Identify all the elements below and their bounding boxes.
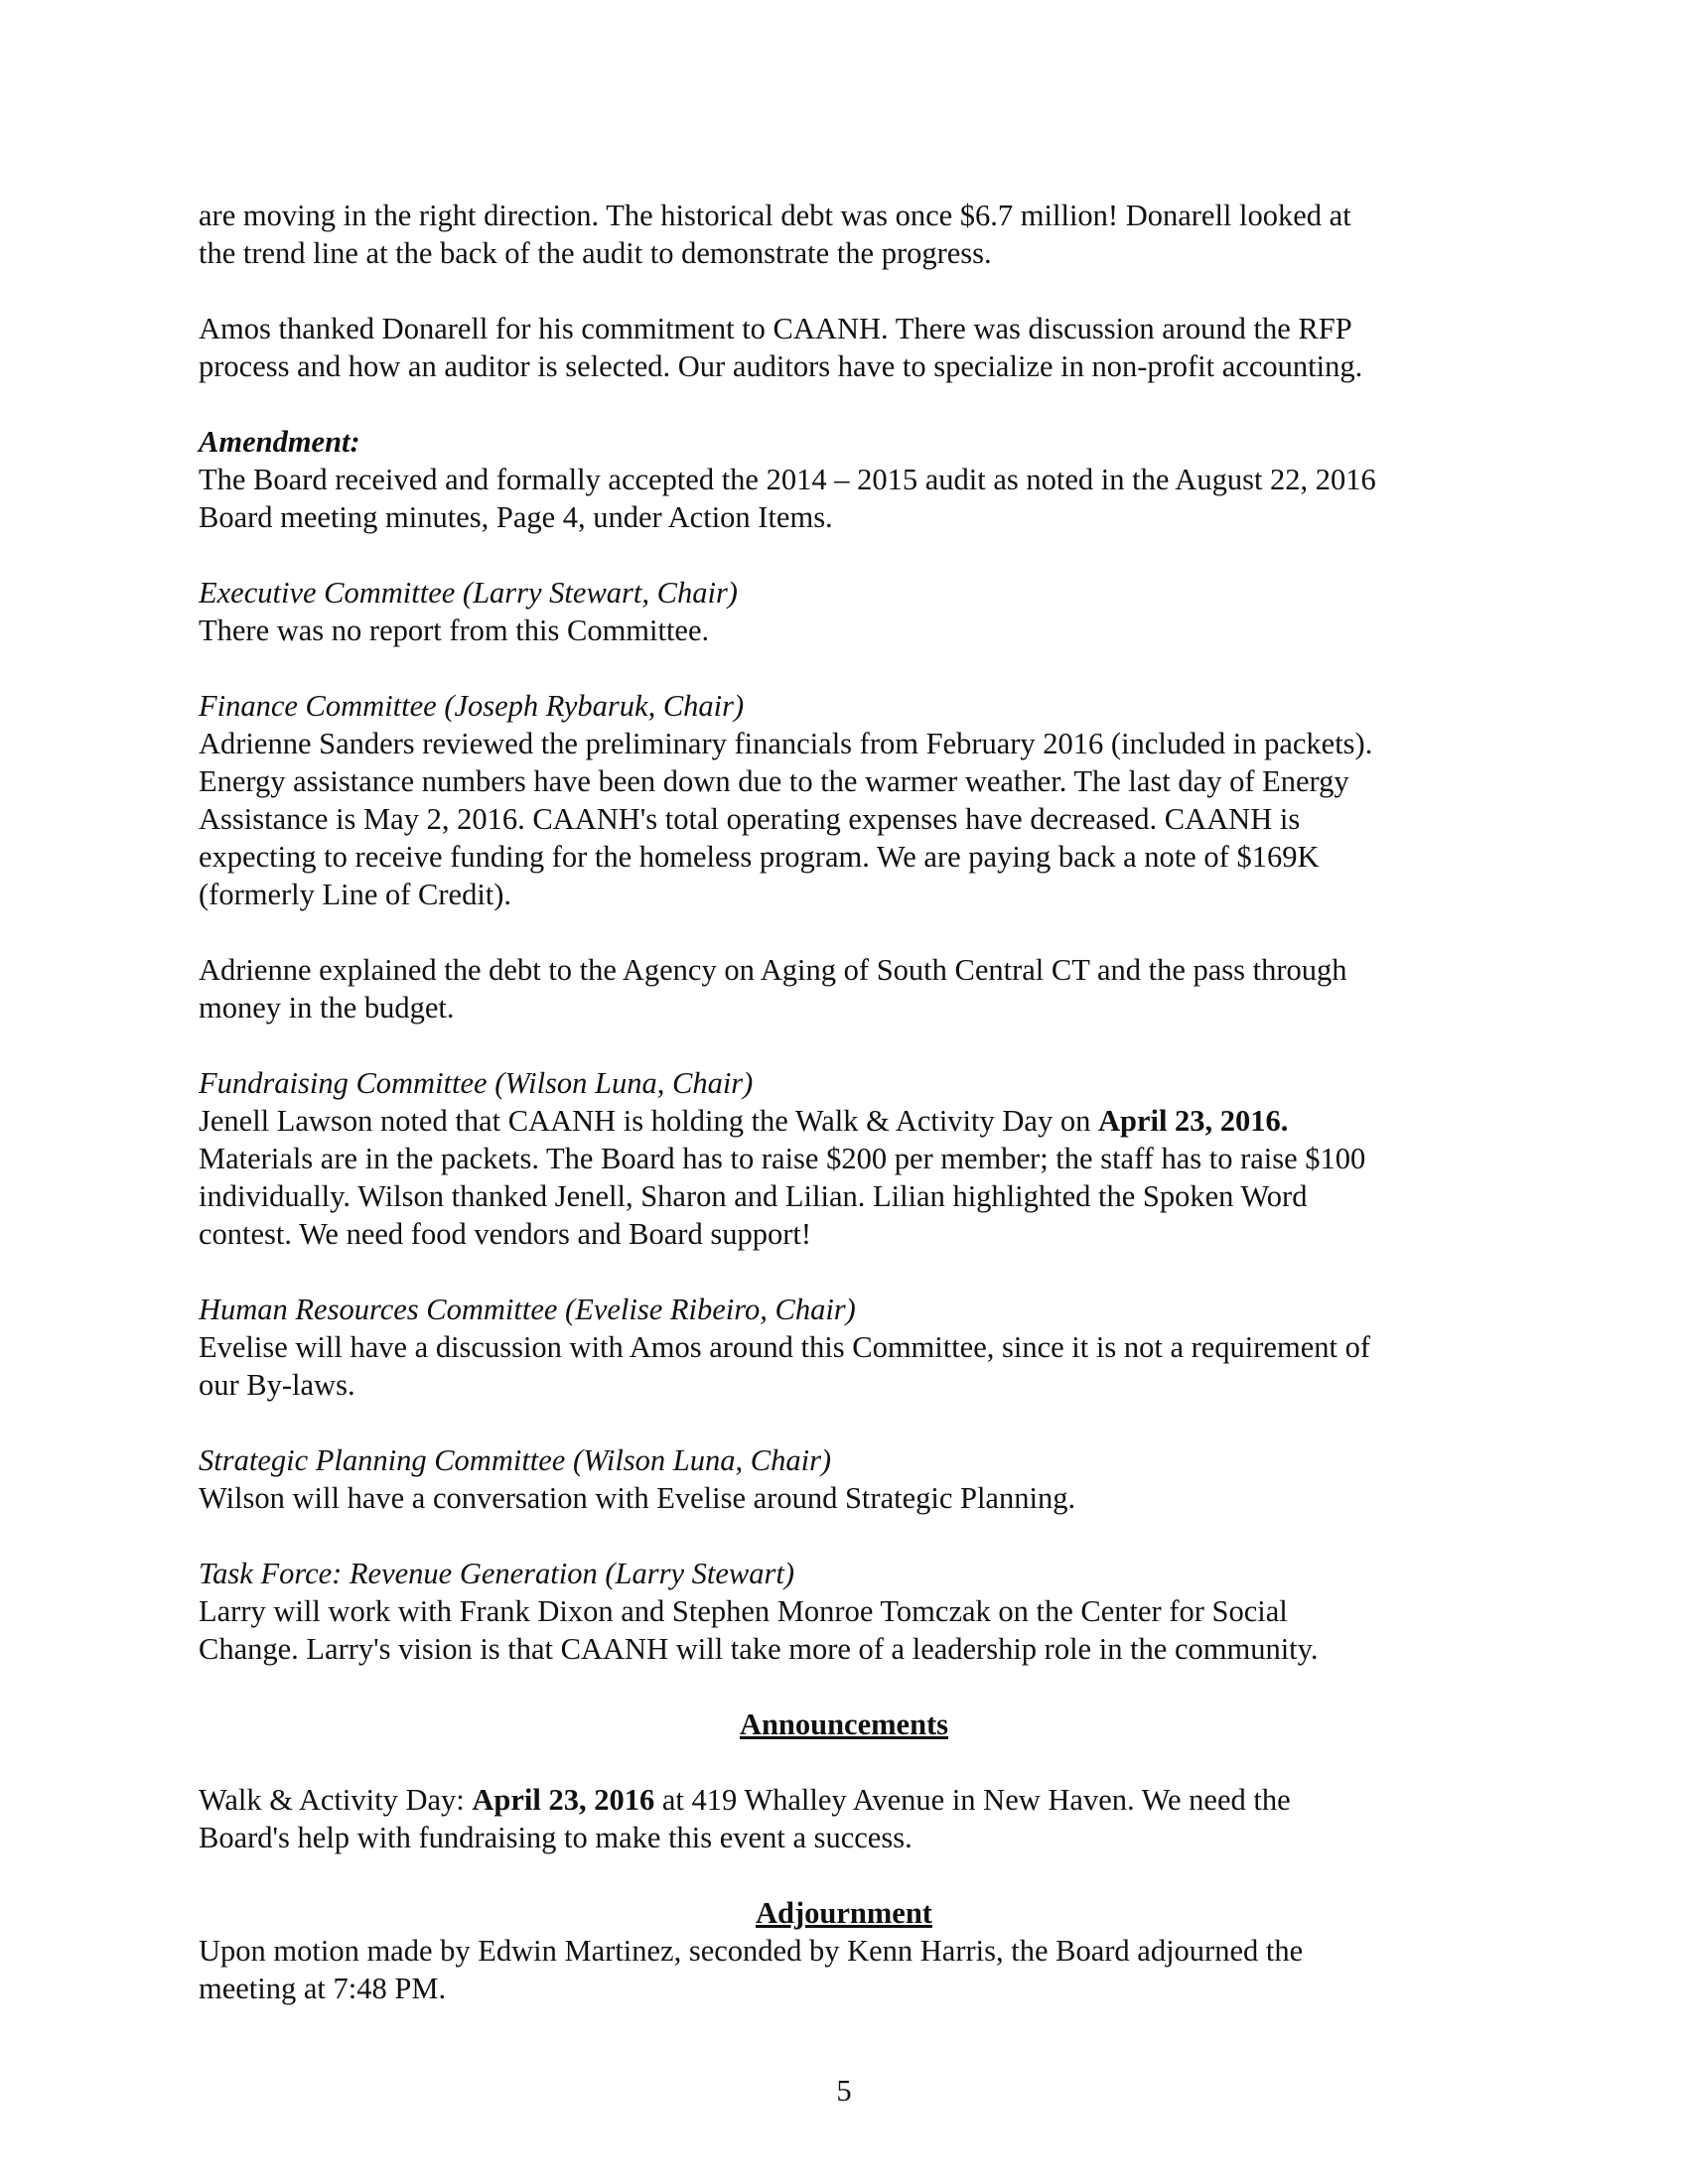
paragraph-line: are moving in the right direction. The historical debt was once $6.7 million! Donarell looked at bbox=[199, 199, 1351, 232]
paragraph-line: Adrienne explained the debt to the Agency on Aging of South Central CT and the pass through bbox=[199, 953, 1347, 987]
paragraph-line: There was no report from this Committee. bbox=[199, 614, 710, 647]
fundraising-committee-heading: Fundraising Committee (Wilson Luna, Chair) bbox=[199, 1066, 754, 1100]
task-force-heading: Task Force: Revenue Generation (Larry Stewart) bbox=[199, 1557, 794, 1590]
paragraph-line: expecting to receive funding for the homeless program. We are paying back a note of $169K bbox=[199, 840, 1320, 874]
announcements-title: Announcements bbox=[739, 1707, 949, 1741]
paragraph-line: (formerly Line of Credit). bbox=[199, 878, 512, 911]
paragraph-line bbox=[199, 1781, 1489, 1819]
paragraph-line: Assistance is May 2, 2016. CAANH's total operating expenses have decreased. CAANH is bbox=[199, 802, 1301, 836]
executive-committee-section bbox=[199, 574, 1489, 649]
document-page bbox=[199, 197, 1489, 2007]
finance-committee-section bbox=[199, 687, 1489, 913]
paragraph-line: process and how an auditor is selected. Our auditors have to specialize in non-profit accounting. bbox=[199, 349, 1363, 383]
finance-debt-paragraph bbox=[199, 951, 1489, 1026]
strategic-planning-section bbox=[199, 1441, 1489, 1517]
paragraph-line: meeting at 7:48 PM. bbox=[199, 1972, 447, 2005]
finance-committee-heading: Finance Committee (Joseph Rybaruk, Chair) bbox=[199, 689, 745, 723]
page-number: 5 bbox=[836, 2074, 852, 2108]
paragraph-line: money in the budget. bbox=[199, 991, 455, 1024]
amendment-section bbox=[199, 423, 1489, 536]
announcement-text: at 419 Whalley Avenue in New Haven. We need the bbox=[654, 1783, 1291, 1817]
announcement-text: Walk & Activity Day: bbox=[199, 1783, 473, 1817]
paragraph-line: Energy assistance numbers have been down due to the warmer weather. The last day of Energy bbox=[199, 764, 1349, 798]
paragraph-line: Amos thanked Donarell for his commitment to CAANH. There was discussion around the RFP bbox=[199, 312, 1352, 345]
announcements-paragraph bbox=[199, 1781, 1489, 1856]
paragraph-line: The Board received and formally accepted the 2014 – 2015 audit as noted in the August 22, 2016 bbox=[199, 463, 1376, 496]
paragraph-line: Materials are in the packets. The Board has to raise $200 per member; the staff has to raise $100 bbox=[199, 1142, 1366, 1175]
paragraph-line: individually. Wilson thanked Jenell, Sharon and Lilian. Lilian highlighted the Spoken Word bbox=[199, 1179, 1308, 1213]
paragraph-line: Wilson will have a conversation with Evelise around Strategic Planning. bbox=[199, 1481, 1076, 1515]
audit-continuation-paragraph bbox=[199, 197, 1489, 272]
paragraph-line: our By-laws. bbox=[199, 1368, 355, 1402]
auditor-discussion-paragraph bbox=[199, 310, 1489, 385]
paragraph-line: Board meeting minutes, Page 4, under Action Items. bbox=[199, 500, 833, 534]
paragraph-line bbox=[199, 1102, 1489, 1140]
paragraph-line: Board's help with fundraising to make this event a success. bbox=[199, 1821, 913, 1854]
adjournment-paragraph bbox=[199, 1932, 1489, 2007]
paragraph-line: Larry will work with Frank Dixon and Stephen Monroe Tomczak on the Center for Social bbox=[199, 1594, 1288, 1628]
hr-committee-section bbox=[199, 1291, 1489, 1404]
paragraph-line: the trend line at the back of the audit to demonstrate the progress. bbox=[199, 236, 992, 270]
paragraph-line: Adrienne Sanders reviewed the preliminary financials from February 2016 (included in packets). bbox=[199, 727, 1373, 760]
paragraph-line: Change. Larry's vision is that CAANH will take more of a leadership role in the community. bbox=[199, 1632, 1319, 1666]
fundraising-committee-section bbox=[199, 1064, 1489, 1253]
walk-note-text: Jenell Lawson noted that CAANH is holding the Walk & Activity Day on bbox=[199, 1104, 1098, 1138]
announcement-date-bold: April 23, 2016 bbox=[472, 1783, 655, 1817]
hr-committee-heading: Human Resources Committee (Evelise Ribeiro, Chair) bbox=[199, 1293, 856, 1326]
walk-date-bold: April 23, 2016. bbox=[1097, 1104, 1289, 1138]
paragraph-line: Evelise will have a discussion with Amos around this Committee, since it is not a requirement of bbox=[199, 1330, 1370, 1364]
paragraph-line: Upon motion made by Edwin Martinez, seconded by Kenn Harris, the Board adjourned the bbox=[199, 1934, 1304, 1968]
executive-committee-heading: Executive Committee (Larry Stewart, Chair) bbox=[199, 576, 738, 610]
amendment-heading: Amendment: bbox=[199, 425, 360, 459]
task-force-section bbox=[199, 1555, 1489, 1668]
strategic-planning-heading: Strategic Planning Committee (Wilson Luna, Chair) bbox=[199, 1443, 832, 1477]
adjournment-title: Adjournment bbox=[756, 1896, 932, 1930]
paragraph-line: contest. We need food vendors and Board support! bbox=[199, 1217, 811, 1251]
